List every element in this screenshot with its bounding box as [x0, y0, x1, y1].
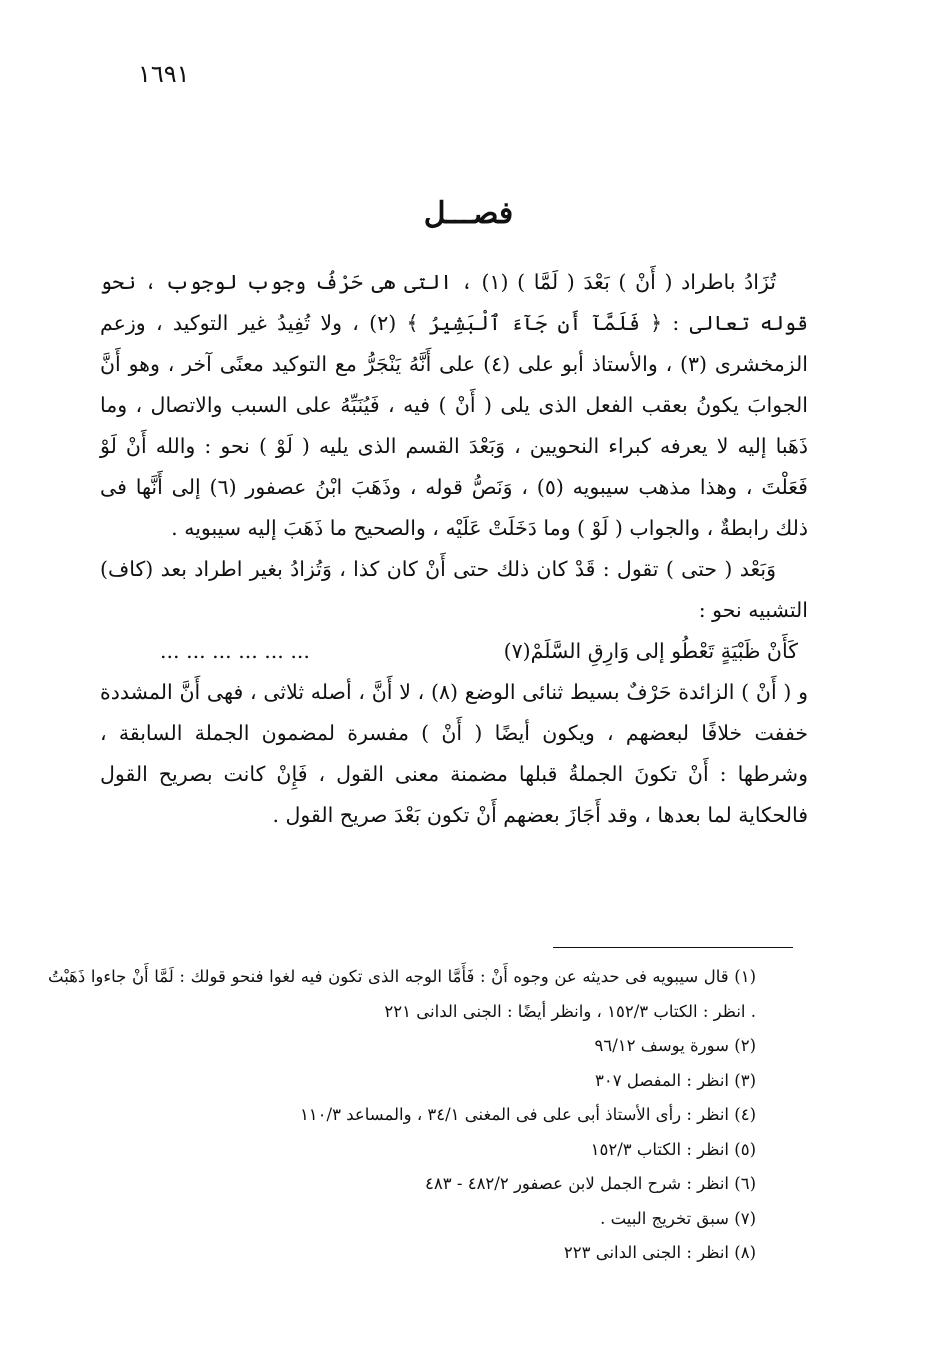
footnote-1: (١) قال سيبويه فى حديثه عن وجوه أَنْ : فَأَمَّا الوجه الذى تكون فيه لغوا فنحو قولك : لَمَّا أَنْ جاءوا ذَهَبْتُ . انظر : الكتاب ١٥٢/٣ ، وانظر أيضًا : الجنى الدانى ٢٢١ — [48, 967, 756, 1021]
poetry-verse — [100, 631, 808, 672]
main-text — [100, 262, 808, 836]
verse-first-hemistich: كَأَنْ ظَبْيَةٍ تَعْطُو إلى وَارِقِ السَّلَمْ(٧) — [503, 639, 798, 663]
page-number: ١٦٩١ — [138, 60, 190, 88]
section-title — [0, 196, 937, 231]
footnote-2: (٢) سورة يوسف ٩٦/١٢ — [594, 1036, 756, 1055]
footnote-7: (٧) سبق تخريج البيت . — [600, 1208, 756, 1228]
verse-second-hemistich: ... ... ... ... ... ... — [160, 639, 310, 663]
paragraph-2: وَبَعْد ( حتى ) تقول : قَدْ كان ذلك حتى أَنْ كان كذا ، وَتُزادُ بغير اطراد بعد (كاف) التشبيه نحو : — [100, 557, 808, 622]
footnote-5: (٥) انظر : الكتاب ١٥٢/٣ — [590, 1139, 756, 1159]
footnote-4: (٤) انظر : رأى الأستاذ أبى على فى المغنى ٣٤/١ ، والمساعد ١١٠/٣ — [299, 1105, 756, 1124]
footnote-8: (٨) انظر : الجنى الدانى ٢٢٣ — [563, 1243, 756, 1262]
section-title-text: فصـــل — [423, 196, 514, 231]
footnotes — [48, 960, 756, 1271]
paragraph-3: و ( أَنْ ) الزائدة حَرْفٌ بسيط ثنائى الوضع (٨) ، لا أَنَّ ، أصله ثلاثى ، فهى أَنَّ المشددة خففت خلافًا لبعضهم ، ويكون أيضًا ( أَنْ ) مفسرة لمضمون الجملة السابقة ، وشرطها : أَنْ تكونَ الجملةُ قبلها مضمنة معنى القول ، فَإِنْ كانت بصريح القول فالحكاية لما بعدها ، وقد أَجَازَ بعضهم أَنْ تكون بَعْدَ صريح القول . — [100, 680, 808, 827]
footnote-divider — [553, 947, 793, 948]
footnote-6: (٦) انظر : شرح الجمل لابن عصفور ٤٨٢/٢ - ٤٨٣ — [425, 1174, 756, 1193]
paragraph-1: تُزَادُ باطراد ( أَنْ ) بَعْدَ ( لَمَّا ) (١) ، التى هى حَرْفُ وجوب لوجوب ، نحو قوله تعالى : ﴿ فَلَمَّآ أَن جَآءَ ٱلْبَشِيرُ ﴾ (٢) ، ولا تُفِيدُ غير التوكيد ، وزعم الزمخشرى (٣) ، والأستاذ أبو على (٤) على أَنَّهُ يَنْجَرُّ مع التوكيد معنًى آخر ، وهو أَنَّ الجوابَ يكونُ بعقب الفعل الذى يلى ( أَنْ ) فيه ، فَيُنَبِّهُ على السبب والاتصال ، وما ذَهَبا إليه لا يعرفه كبراء النحويين ، وَبَعْدَ القسم الذى يليه ( لَوْ ) نحو : والله أَنْ لَوْ فَعَلْتَ ، وهذا مذهب سيبويه (٥) ، وَنَصُّ قوله ، وذَهَبَ ابْنُ عصفور (٦) إلى أَنَّها فى ذلك رابطةٌ ، والجواب ( لَوْ ) وما دَخَلَتْ عَلَيْه ، والصحيح ما ذَهَبَ إليه سيبويه . — [100, 270, 809, 540]
footnote-3: (٣) انظر : المفصل ٣٠٧ — [595, 1070, 756, 1090]
